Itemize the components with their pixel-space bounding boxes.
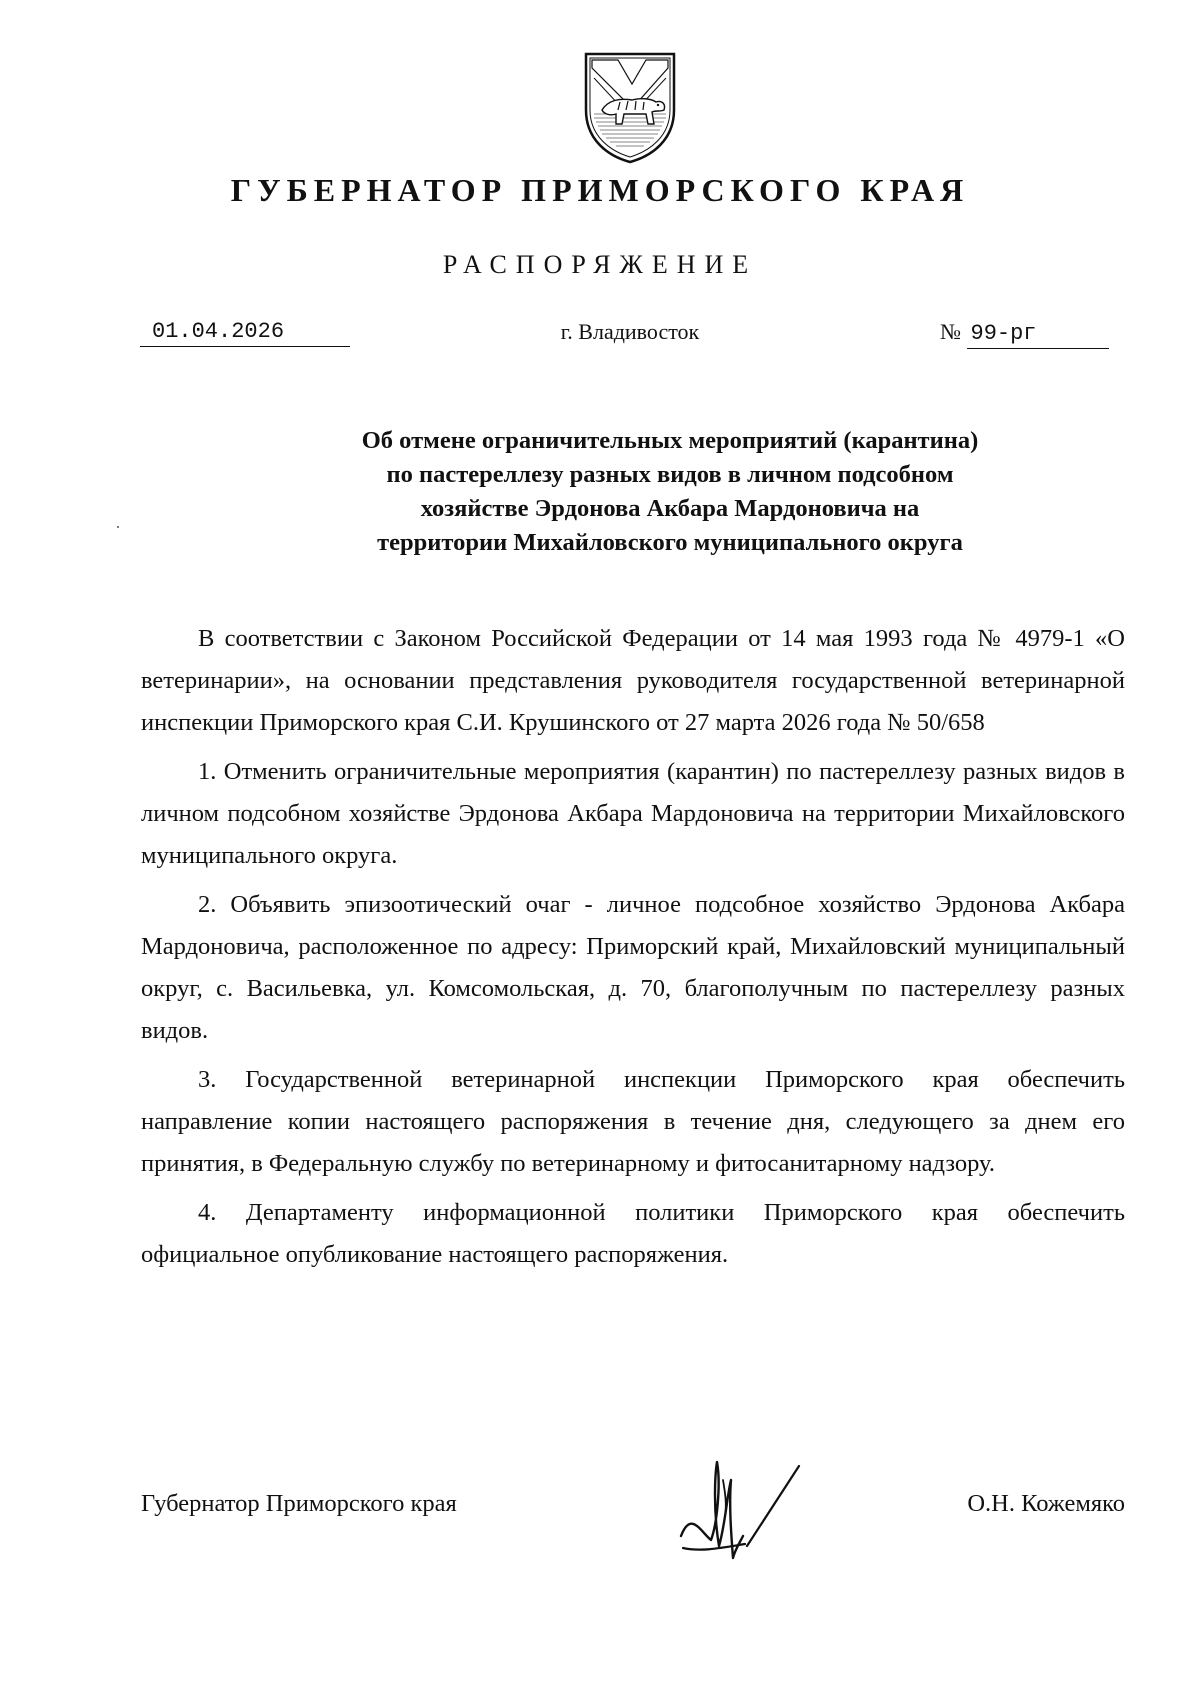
document-city: г. Владивосток [560,319,700,344]
number-sign: № [940,319,961,344]
document-type: РАСПОРЯЖЕНИЕ [442,250,758,279]
subject-line: хозяйстве Эрдонова Акбара Мардоновича на [420,495,920,522]
coat-of-arms-icon [580,48,680,166]
item-paragraph: 4. Департаменту информационной политики Приморского края обеспечить официальное опубликование настоящего распоряжения. [141,1199,1125,1268]
document-subject [280,424,1060,560]
subject-line: территории Михайловского муниципального округа [377,529,963,556]
signature-block [141,1440,1125,1580]
document-date: 01.04.2026 [140,318,350,347]
scan-speck [117,526,119,528]
subject-line: по пастереллезу разных видов в личном подсобном [386,461,954,488]
item-paragraph: 2. Объявить эпизоотический очаг - личное подсобное хозяйство Эрдонова Акбара Мардоновича, расположенное по адресу: Приморский край, Михайловский муниципальный округ, с. Васильевка, ул. Комсомольская, д. 70, благополучным по пастереллезу разных видов. [141,891,1125,1044]
authority-title: ГУБЕРНАТОР ПРИМОРСКОГО КРАЯ [230,172,970,208]
item-paragraph: 1. Отменить ограничительные мероприятия (карантин) по пастереллезу разных видов в личном подсобном хозяйстве Эрдонова Акбара Мардоновича на территории Михайловского муниципального округа. [141,758,1125,869]
signatory-position: Губернатор Приморского края [141,1490,457,1517]
document-body [141,618,1125,1283]
item-paragraph: 3. Государственной ветеринарной инспекции Приморского края обеспечить направление копии настоящего распоряжения в течение дня, следующего за днем его принятия, в Федеральную службу по ветеринарному и фитосанитарному надзору. [141,1066,1125,1177]
handwritten-signature-icon [661,1440,811,1580]
signatory-name: О.Н. Кожемяко [967,1490,1125,1517]
preamble-paragraph: В соответствии с Законом Российской Федерации от 14 мая 1993 года № 4979-1 «О ветеринарии», на основании представления руководителя государственной ветеринарной инспекции Приморского края С.И. Крушинского от 27 марта 2026 года № 50/658 [141,625,1125,736]
subject-line: Об отмене ограничительных мероприятий (карантина) [361,427,979,454]
document-number: 99-рг [967,320,1109,349]
document-number-field [940,318,1110,349]
